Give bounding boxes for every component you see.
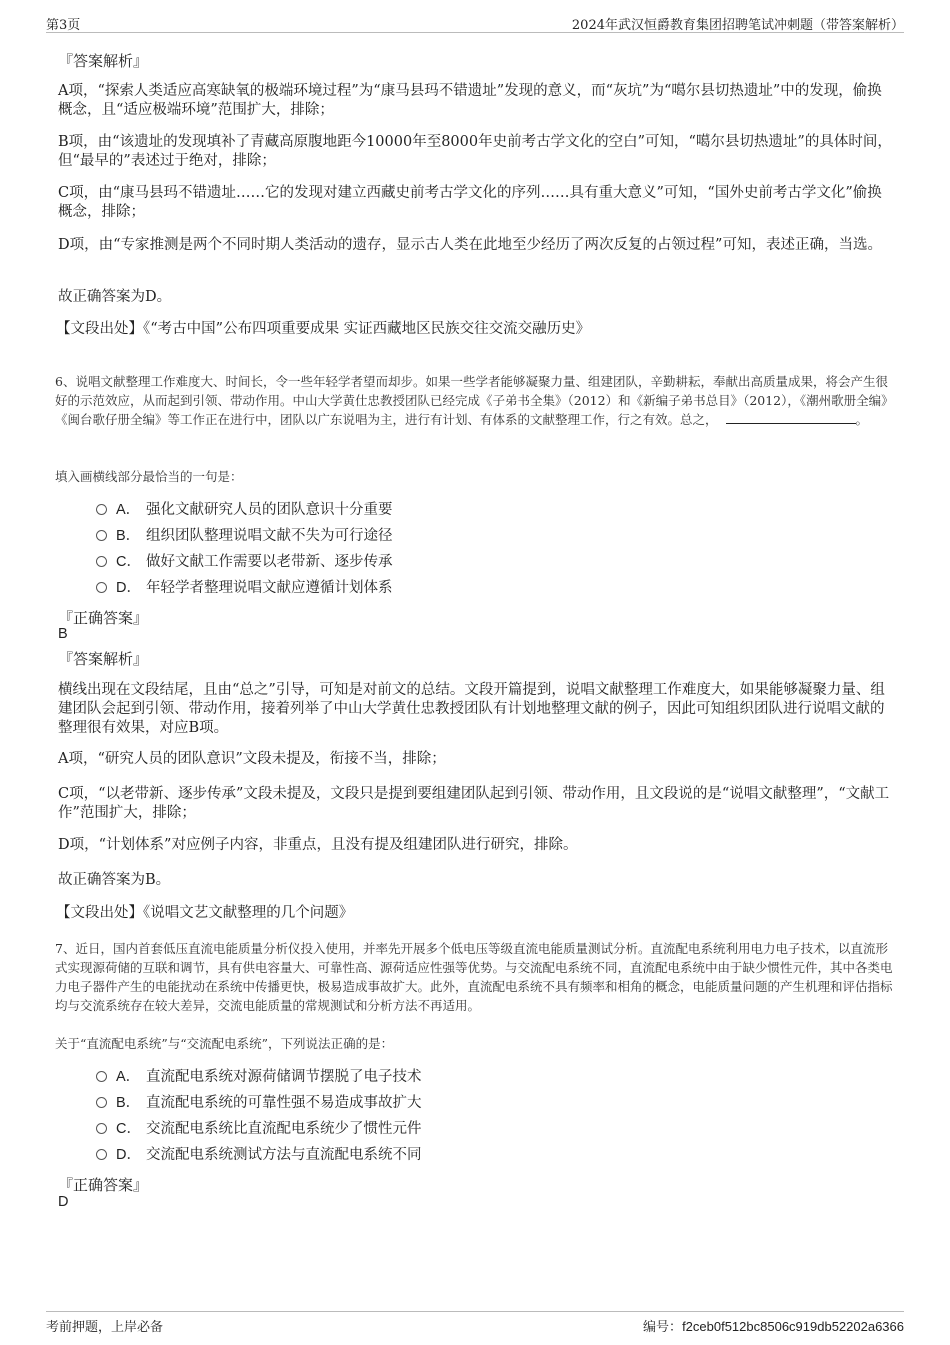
- correct-answer-value: B: [58, 626, 68, 642]
- analysis-conclusion: 故正确答案为D。: [58, 289, 172, 305]
- analysis-option-c: C项，由“康马县玛不错遗址……它的发现对建立西藏史前考古学文化的序列……具有重大意义”可知，“国外史前考古学文化”偷换概念，排除；: [58, 185, 882, 220]
- radio-icon[interactable]: [96, 1123, 107, 1134]
- analysis-option-c: C项，“以老带新、逐步传承”文段未提及，文段只是提到要组建团队起到引领、带动作用，且文段说的是“说唱文献整理”，“文献工作”范围扩大，排除；: [58, 786, 890, 821]
- footer-slogan: 考前押题，上岸必备: [46, 1320, 164, 1335]
- correct-answer-value: D: [58, 1194, 69, 1210]
- analysis-option-d: D项，“计划体系”对应例子内容，非重点，且没有提及组建团队进行研究，排除。: [58, 837, 578, 853]
- page-header: [46, 14, 904, 33]
- question-7-stem: 7、近日，国内首套低压直流电能质量分析仪投入使用，并率先开展多个低电压等级直流电能质量测试分析。直流配电系统利用电力电子技术，以直流形式实现源荷储的互联和调节，具有供电容量大、可靠性高、源荷适应性强等优势。与交流配电系统不同，直流配电系统中由于缺少惯性元件，其中各类电力电子器件产生的电能扰动在系统中传播更快，极易造成事故扩大。此外，直流配电系统不具有频率和相角的概念，电能质量问题的产生机理和评估指标均与交流系统存在较大差异，交流电能质量的常规测试和分析方法不再适用。: [55, 941, 893, 1013]
- page-footer: [46, 1311, 904, 1336]
- radio-icon[interactable]: [96, 530, 107, 541]
- question-7-option-d[interactable]: D． 交流配电系统测试方法与直流配电系统不同: [96, 1145, 422, 1165]
- radio-icon[interactable]: [96, 556, 107, 567]
- analysis-label: 『答案解析』: [58, 650, 149, 668]
- document-code-label: 编号：: [643, 1320, 683, 1335]
- correct-answer-label: 『正确答案』: [58, 1176, 149, 1194]
- question-6-blank-end: 。: [855, 412, 869, 427]
- question-6-option-b[interactable]: B． 组织团队整理说唱文献不失为可行途径: [96, 526, 393, 546]
- analysis-option-a: A项，“研究人员的团队意识”文段未提及，衔接不当，排除；: [58, 751, 446, 767]
- question-6-analysis: 横线出现在文段结尾，且由“总之”引导，可知是对前文的总结。文段开篇提到，说唱文献整理工作难度大，如果能够凝聚力量、组建团队会起到引领、带动作用，接着列举了中山大学黄仕忠教授团队有计划地整理文献的例子，因此可知组织团队进行说唱文献的整理很有效果，对应B项。: [58, 682, 885, 736]
- question-7-prompt: 关于“直流配电系统”与“交流配电系统”，下列说法正确的是：: [55, 1036, 394, 1051]
- analysis-option-a: A项，“探索人类适应高寒缺氧的极端环境过程”为“康马县玛不错遗址”发现的意义，而“灰坑”为“噶尔县切热遗址”中的发现，偷换概念，且“适应极端环境”范围扩大，排除；: [58, 83, 882, 118]
- question-6-prompt: 填入画横线部分最恰当的一句是：: [55, 469, 243, 484]
- question-6-stem: [55, 372, 897, 429]
- fill-blank: [726, 411, 856, 424]
- question-6-option-c[interactable]: C． 做好文献工作需要以老带新、逐步传承: [96, 552, 393, 572]
- analysis-option-d: D项，由“专家推测是两个不同时期人类活动的遗存，显示古人类在此地至少经历了两次反复的占领过程”可知，表述正确，当选。: [58, 237, 882, 253]
- radio-icon[interactable]: [96, 582, 107, 593]
- radio-icon[interactable]: [96, 1149, 107, 1160]
- question-7-option-c[interactable]: C． 交流配电系统比直流配电系统少了惯性元件: [96, 1119, 422, 1139]
- document-code-value: f2ceb0f512bc8506c919db52202a6366: [682, 1319, 904, 1334]
- radio-icon[interactable]: [96, 1071, 107, 1082]
- question-6-option-d[interactable]: D． 年轻学者整理说唱文献应遵循计划体系: [96, 578, 393, 598]
- source-citation: 【文段出处】《说唱文艺文献整理的几个问题》: [56, 905, 354, 921]
- question-7-option-b[interactable]: B． 直流配电系统的可靠性强不易造成事故扩大: [96, 1093, 422, 1113]
- source-citation: 【文段出处】《“考古中国”公布四项重要成果 实证西藏地区民族交往交流交融历史》: [56, 321, 591, 337]
- document-code: [643, 1316, 904, 1335]
- analysis-option-b: B项，由“该遗址的发现填补了青藏高原腹地距今10000年至8000年史前考古学文化的空白”可知，“噶尔县切热遗址”的具体时间，但“最早的”表述过于绝对，排除；: [58, 134, 892, 169]
- correct-answer-label: 『正确答案』: [58, 609, 149, 627]
- analysis-label: 『答案解析』: [58, 52, 149, 70]
- question-6-text: 6、说唱文献整理工作难度大、时间长，令一些年轻学者望而却步。如果一些学者能够凝聚力量、组建团队，辛勤耕耘，奉献出高质量成果，将会产生很好的示范效应，从而起到引领、带动作用。中山大学黄仕忠教授团队已经完成《子弟书全集》（2012）和《新编子弟书总目》（2012），《潮州歌册全编》《闽台歌仔册全编》等工作正在进行中，团队以广东说唱为主，进行有计划、有体系的文献整理工作，行之有效。总之，: [55, 374, 894, 427]
- question-7-option-a[interactable]: A． 直流配电系统对源荷储调节摆脱了电子技术: [96, 1067, 422, 1087]
- radio-icon[interactable]: [96, 1097, 107, 1108]
- document-title: 2024年武汉恒爵教育集团招聘笔试冲刺题（带答案解析）: [571, 18, 904, 33]
- page-number: 第3页: [46, 18, 81, 33]
- analysis-conclusion: 故正确答案为B。: [58, 872, 171, 888]
- question-6-option-a[interactable]: A． 强化文献研究人员的团队意识十分重要: [96, 500, 393, 520]
- radio-icon[interactable]: [96, 504, 107, 515]
